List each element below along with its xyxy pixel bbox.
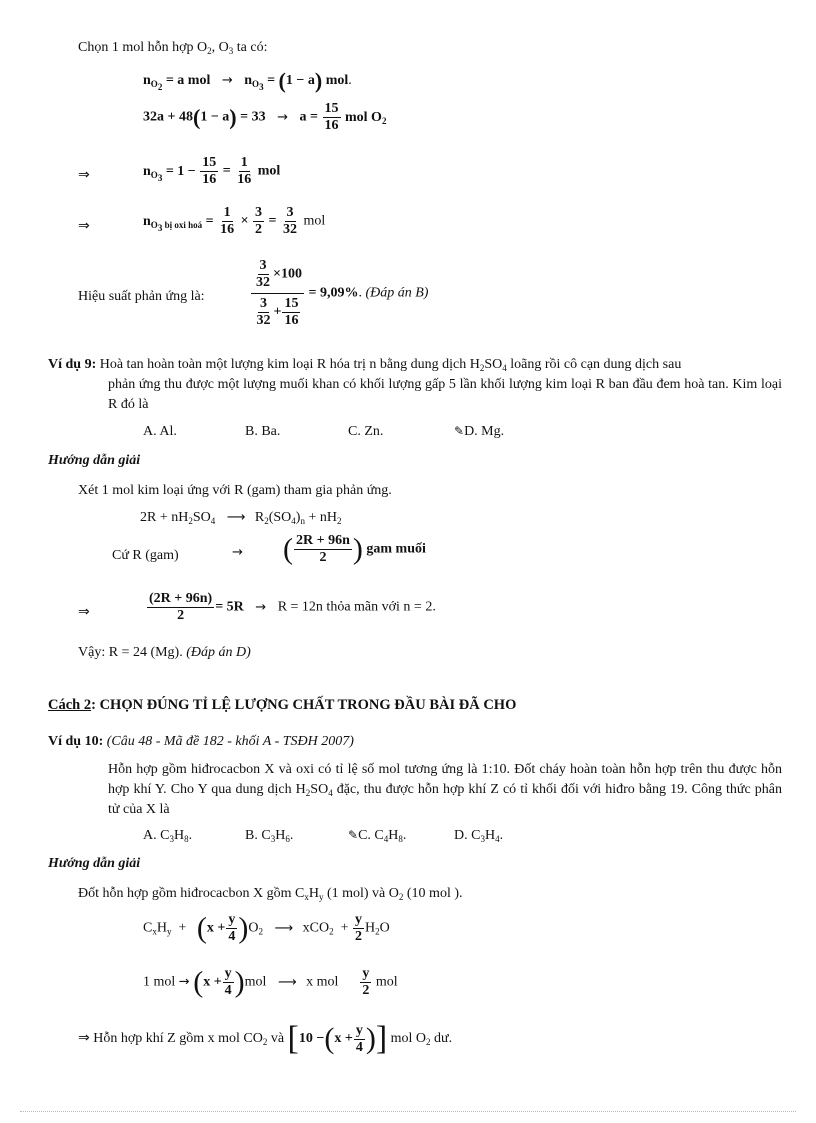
section-cach-2: Cách 2: CHỌN ĐÚNG TỈ LỆ LƯỢNG CHẤT TRONG ĐẦU BÀI ĐÃ CHO [48,697,517,713]
equation-o3: $n_{O_3} = 1$ − $\frac{15}{16}$ = $\frac{1}{16}$ mol [143,155,281,187]
example-10-text: Hỗn hợp gồm hiđrocacbon X và oxi có tỉ lệ số mol tương ứng là 1:10. Đốt cháy hoàn toàn hỗn hợp trên thu được hỗn hợp khí Y. Cho Y qua dung dịch $H_2SO_4$ đặc, thu được hỗn hợp khí Z có tỉ khối đối với hiđro bằng 19. Công thức phân tử của X là [108,762,782,817]
vd9-equation: $\frac{(2R + 96n)}{2}$ = 5R → R = 12n thỏa mãn với n = 2. [149,591,436,623]
option-a: A. Al. [143,424,177,439]
implies-symbol-3: ⇒ [78,604,90,620]
vd10-z-mixture: ⇒ Hỗn hợp khí Z gồm x mol $CO_2$ và [10 −(x + $\frac{y}{4}$ )] mol $O_2$ dư. [78,1020,453,1057]
vd10-mol-line: 1 mol → (x + $\frac{y}{4}$ )mol ⟶ x mol $\frac{y}{2}$ mol [143,965,398,999]
yield-formula: $\frac{3}{32}$ ×100 $\frac{3}{32}$ + $\frac{15}{16}$ = 9,09%. (Đáp án B) [250,258,428,329]
page-bottom-divider [20,1111,796,1112]
vd10-solution-line-1: Đốt hỗn hợp gồm hiđrocacbon X gồm $C_xH_y$ (1 mol) và $O_2$ (10 mol ). [78,886,463,902]
example-9: Ví dụ 9: Hoà tan hoàn toàn một lượng kim loại R hóa trị n bằng dung dịch $H_2SO_4$ loãng rồi cô cạn dung dịch sau [48,357,682,373]
yield-label: Hiệu suất phản ứng là: [78,289,205,304]
equation-o3-oxidized: $n_{O_3 bị oxi hoá}$ = $\frac{1}{16}$ × $\frac{3}{2}$ = $\frac{3}{32}$ mol [143,205,326,237]
option-c: C. Zn. [348,424,384,439]
example-9-label: Ví dụ 9: [48,357,97,372]
implies-symbol-1: ⇒ [78,167,90,183]
option-d: ✎D. Mg. [454,424,505,439]
yield-answer: (Đáp án B) [365,285,429,301]
guide-title-2: Hướng dẫn giải [48,856,141,871]
vd9-salt-mass: ( $\frac{2R + 96n}{2}$ ) gam muối [283,532,426,566]
vd9-conclusion: Vậy: R = 24 (Mg). (Đáp án D) [78,645,251,660]
yield-value: = 9,09% [308,285,359,301]
intro-line: Chọn 1 mol hỗn hợp $O_2$, $O_3$ ta có: [78,40,268,56]
vd9-reaction: $2R + nH_2SO_4$ ⟶ $R_2(SO_4)_n + nH_2$ [140,510,342,526]
option-c-10: ✎C. $C_4H_8$. [348,828,407,844]
vd9-cu: Cứ R (gam) [112,548,179,563]
option-d-10: D. $C_3H_4$. [454,828,504,844]
pencil-icon: ✎ [348,828,359,842]
example-9-text-cont: phản ứng thu được một lượng muối khan có khối lượng gấp 5 lần khối lượng kim loại R ban đầu đem hoà tan. Kim loại R đó là [108,377,782,412]
arrow-right: → [232,545,243,560]
example-10-header: Ví dụ 10: (Câu 48 - Mã đề 182 - khối A - TSĐH 2007) [48,734,354,749]
option-b-10: B. $C_3H_6$. [245,828,294,844]
option-b: B. Ba. [245,424,281,439]
option-a-10: A. $C_3H_8$. [143,828,193,844]
equation-mass-balance: 32a + 48(1 − a) = 33 → a = $\frac{15}{16}$ mol $O_2$ [143,101,387,133]
guide-title-1: Hướng dẫn giải [48,453,141,468]
equation-mol-o2: $n_{O_2} = a$ mol → $n_{O_3} = (1 - a)$ mol. [143,68,352,93]
implies-symbol-2: ⇒ [78,218,90,234]
vd10-reaction: $C_xH_y + (x$ + $\frac{y}{4}$ )$O_2$ ⟶ xCO$_2$ + $\frac{y}{2}$ $H_2O$ [143,911,390,945]
pencil-icon: ✎ [454,424,465,438]
vd9-solution-line-1: Xét 1 mol kim loại ứng với R (gam) tham gia phản ứng. [78,483,392,498]
